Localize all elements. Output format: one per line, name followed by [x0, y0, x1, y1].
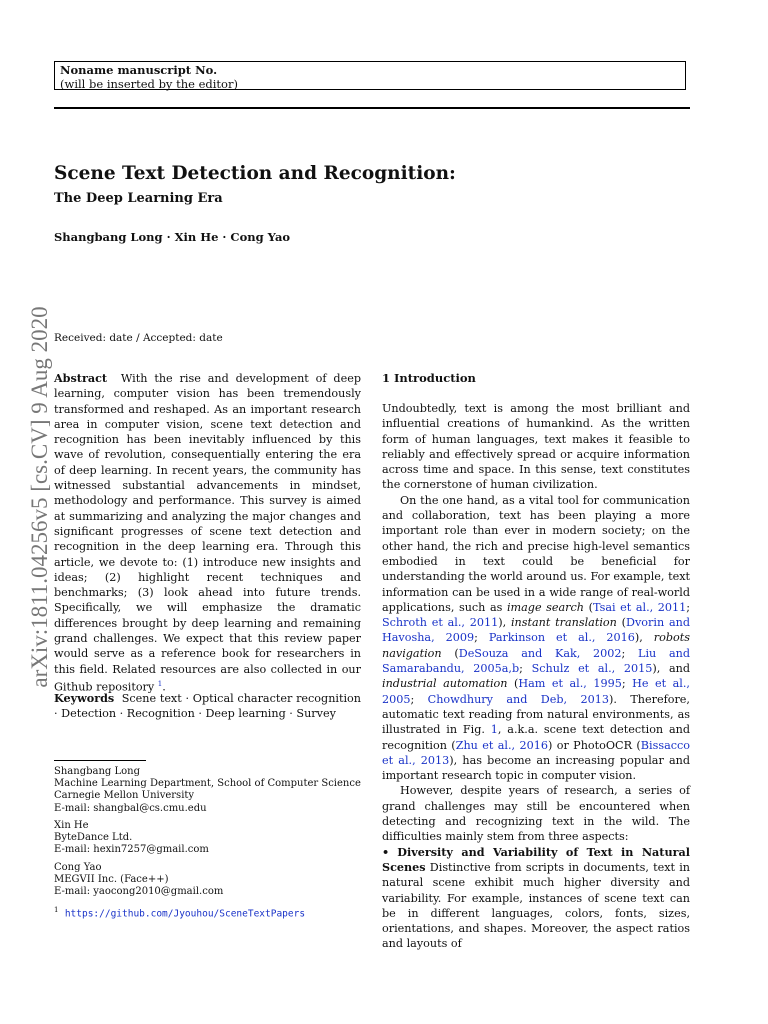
keywords	[54, 691, 361, 722]
paper-title: Scene Text Detection and Recognition:	[54, 163, 456, 184]
citation-link[interactable]: Ham et al., 1995	[518, 677, 622, 691]
section-heading: 1 Introduction	[382, 371, 476, 385]
figure-link[interactable]: 1	[490, 723, 498, 737]
paper-subtitle: The Deep Learning Era	[54, 191, 223, 206]
footnote	[54, 906, 305, 919]
bullet-label: Diversity and Variability of Text in Natural Scenes	[382, 844, 690, 874]
manuscript-header-box	[54, 61, 686, 90]
intro-paragraph-2: On the one hand, as a vital tool for communication and collaboration, text has been playing a more important role than ever in modern society; on the other hand, the rich and precise high-level semantics embodied in text could be beneficial for understanding the world around us. For example, text information can be used in a wide range of real-world applications, such as image search (Tsai et al., 2011; Schroth et al., 2011), instant translation (Dvorin and Havosha, 2009; Parkinson et al., 2016), robots navigation (DeSouza and Kak, 2002; Liu and Samarabandu, 2005a,b; Schulz et al., 2015), and industrial automation (Ham et al., 1995; He et al., 2005; Chowdhury and Deb, 2013). Therefore, automatic text reading from natural environments, as illustrated in Fig. 1, a.k.a. scene text detection and recognition (Zhu et al., 2016) or PhotoOCR (Bissacco et al., 2013), has become an increasing popular and important research topic in computer vision.	[382, 493, 691, 783]
header-rule	[54, 107, 690, 109]
intro-paragraph-3: However, despite years of research, a series of grand challenges may still be encountered when detecting and recognizing text in the wild. The difficulties mainly stem from three aspects:	[382, 784, 690, 844]
author-list: Shangbang Long · Xin He · Cong Yao	[54, 230, 291, 244]
citation-link[interactable]: Chowdhury and Deb, 2013	[427, 692, 609, 706]
affiliation-long: Shangbang Long Machine Learning Department, School of Computer Science Carnegie Mellon University E-mail: shangbal@cs.cmu.edu	[54, 766, 361, 814]
introduction-body	[382, 401, 690, 952]
footnote-ref[interactable]: 1	[157, 679, 163, 688]
received-date: Received: date / Accepted: date	[54, 332, 223, 344]
citation-link[interactable]: Dvorin and Havosha, 2009	[382, 616, 690, 645]
citation-link[interactable]: He et al., 2005	[382, 677, 690, 706]
arxiv-stamp: arXiv:1811.04256v5 [cs.CV] 9 Aug 2020	[27, 306, 52, 688]
intro-paragraph-1: Undoubtedly, text is among the most brilliant and influential creations of humankind. As the written form of human languages, text makes it feasible to reliably and effectively spread or acquire information across time and space. In this sense, text constitutes the cornerstone of human civilization.	[382, 402, 690, 492]
affiliation-yao: Cong Yao MEGVII Inc. (Face++) E-mail: yaocong2010@gmail.com	[54, 862, 224, 898]
affiliation-he: Xin He ByteDance Ltd. E-mail: hexin7257@gmail.com	[54, 820, 209, 856]
github-link[interactable]: https://github.com/Jyouhou/SceneTextPapers	[64, 908, 306, 920]
citation-link[interactable]: Schulz et al., 2015	[531, 662, 653, 676]
abstract-label: Abstract	[54, 371, 108, 385]
citation-link[interactable]: Bissacco et al., 2013	[382, 738, 690, 767]
citation-link[interactable]: Schroth et al., 2011	[382, 616, 499, 630]
keywords-body: Scene text · Optical character recognition · Detection · Recognition · Deep learning · Survey	[54, 692, 361, 721]
manuscript-number: Noname manuscript No.	[60, 63, 218, 77]
manuscript-note: (will be inserted by the editor)	[60, 77, 238, 91]
citation-link[interactable]: DeSouza and Kak, 2002	[458, 646, 622, 660]
citation-link[interactable]: Zhu et al., 2016	[455, 738, 548, 752]
footnote-rule	[54, 760, 146, 761]
citation-link[interactable]: Liu and Samarabandu, 2005a,b	[382, 646, 691, 676]
citation-link[interactable]: Tsai et al., 2011	[592, 600, 687, 614]
intro-bullet-1: • Diversity and Variability of Text in Natural Scenes Distinctive from scripts in documents, text in natural scene exhibit much higher diversity and variability. For example, instances of scene text can be in different languages, colors, fonts, sizes, orientations, and shapes. Moreover, the aspect ratios and layouts of	[382, 844, 691, 951]
keywords-label: Keywords	[54, 691, 115, 705]
footnote-mark: 1	[54, 906, 59, 914]
abstract-body: With the rise and development of deep learning, computer vision has been tremendously transformed and reshaped. As an important research area in computer vision, scene text detection and recognition has been inevitably influenced by this wave of revolution, consequentially entering the era of deep learning. In recent years, the community has witnessed substantial advancements in mindset, methodology and performance. This survey is aimed at summarizing and analyzing the major changes and significant progresses of scene text detection and recognition in the deep learning era. Through this article, we devote to: (1) introduce new insights and ideas; (2) highlight recent techniques and benchmarks; (3) look ahead into future trends. Specifically, we will emphasize the dramatic differences brought by deep learning and remaining grand challenges. We expect that this review paper would serve as a reference book for researchers in this field. Related resources are also collected in our Github repository	[54, 372, 361, 694]
citation-link[interactable]: Parkinson et al., 2016	[488, 631, 635, 645]
abstract: Abstract With the rise and development of deep learning, computer vision has been tremendously transformed and reshaped. As an important research area in computer vision, scene text detection and recognition has been inevitably influenced by this wave of revolution, consequentially entering the era of deep learning. In recent years, the community has witnessed substantial advancements in mindset, methodology and performance. This survey is aimed at summarizing and analyzing the major changes and significant progresses of scene text detection and recognition in the deep learning era. Through this article, we devote to: (1) introduce new insights and ideas; (2) highlight recent techniques and benchmarks; (3) look ahead into future trends. Specifically, we will emphasize the dramatic differences brought by deep learning and remaining grand challenges. We expect that this review paper would serve as a reference book for researchers in this field. Related resources are also collected in our Github repository $^1$.	[54, 371, 361, 694]
